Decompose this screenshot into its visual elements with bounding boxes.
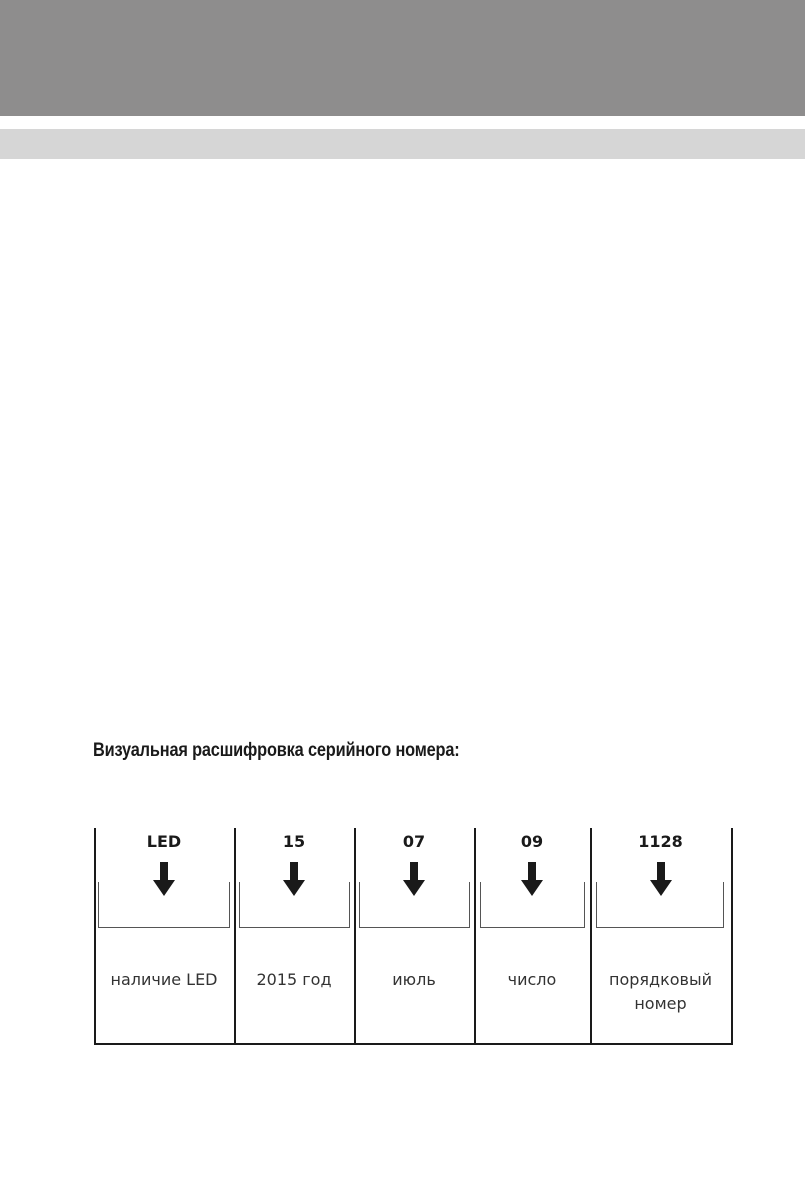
subheader-band	[0, 129, 805, 159]
segment-description: июль	[392, 970, 436, 989]
segment-code: LED	[146, 832, 182, 851]
segment-description: порядковый номер	[608, 970, 712, 1013]
segment-description: число	[507, 970, 557, 989]
segment-code: 1128	[638, 832, 683, 851]
segment-box	[596, 882, 724, 928]
segment-day	[474, 828, 590, 1044]
segment-month	[354, 828, 474, 1044]
segment-description: наличие LED	[110, 970, 218, 989]
segment-description: 2015 год	[256, 970, 332, 989]
header-band	[0, 0, 805, 116]
segment-led	[94, 828, 234, 1044]
segment-box	[480, 882, 585, 928]
serial-decoder-diagram	[94, 828, 733, 1045]
segment-year	[234, 828, 354, 1044]
segment-code: 07	[402, 832, 426, 851]
segment-sequence	[590, 828, 731, 1044]
segment-code: 09	[520, 832, 544, 851]
section-heading: Визуальная расшифровка серийного номера:	[93, 740, 460, 761]
segment-code: 15	[282, 832, 306, 851]
segment-box	[359, 882, 470, 928]
segment-box	[239, 882, 350, 928]
segment-box	[98, 882, 230, 928]
divider-line	[731, 828, 733, 1044]
